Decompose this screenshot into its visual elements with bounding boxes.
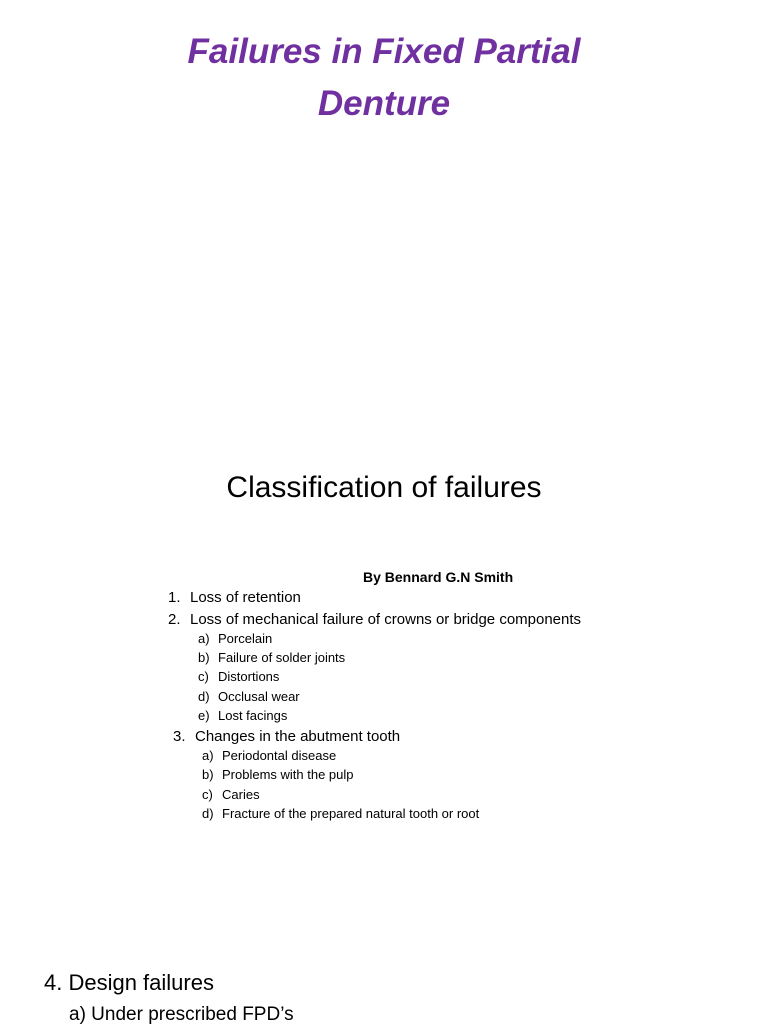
list-text: Loss of mechanical failure of crowns or bridge components (190, 611, 582, 628)
sub-letter: e) (198, 708, 210, 723)
sub-list-item (202, 747, 336, 765)
sub-text: Problems with the pulp (222, 767, 354, 782)
sub-letter: d) (198, 689, 210, 704)
sub-text: Porcelain (218, 631, 273, 646)
sub-list-item (198, 707, 287, 725)
page-title (0, 26, 768, 130)
design-failures-item: a) Under prescribed FPD’s (69, 1004, 294, 1025)
list-number: 3. (173, 728, 186, 745)
list-text: Changes in the abutment tooth (195, 728, 401, 745)
sub-list-item (198, 668, 279, 686)
sub-list-item (202, 786, 260, 804)
list-text: Loss of retention (190, 589, 301, 606)
sub-text: Fracture of the prepared natural tooth or root (222, 806, 480, 821)
list-item (168, 610, 581, 630)
sub-letter: c) (198, 669, 209, 684)
sub-list-item (198, 649, 345, 667)
sub-list-item (198, 688, 300, 706)
list-item (168, 588, 301, 608)
sub-list-item (202, 766, 354, 784)
list-number: 2. (168, 611, 181, 628)
sub-text: Occlusal wear (218, 689, 300, 704)
list-number: 1. (168, 589, 181, 606)
sub-text: Failure of solder joints (218, 650, 346, 665)
sub-letter: b) (202, 767, 214, 782)
sub-letter: d) (202, 806, 214, 821)
title-line-2: Denture (317, 84, 451, 123)
sub-letter: b) (198, 650, 210, 665)
sub-list-item (202, 805, 479, 823)
list-item (173, 727, 400, 747)
sub-letter: a) (202, 748, 214, 763)
sub-text: Lost facings (218, 708, 288, 723)
design-failures-heading: 4. Design failures (44, 970, 214, 995)
sub-text: Distortions (218, 669, 280, 684)
title-line-1: Failures in Fixed Partial (187, 32, 581, 71)
sub-list-item (198, 630, 272, 648)
sub-text: Caries (222, 787, 260, 802)
sub-text: Periodontal disease (222, 748, 337, 763)
section-heading: Classification of failures (226, 471, 542, 504)
sub-letter: c) (202, 787, 213, 802)
sub-letter: a) (198, 631, 210, 646)
byline: By Bennard G.N Smith (363, 569, 514, 585)
